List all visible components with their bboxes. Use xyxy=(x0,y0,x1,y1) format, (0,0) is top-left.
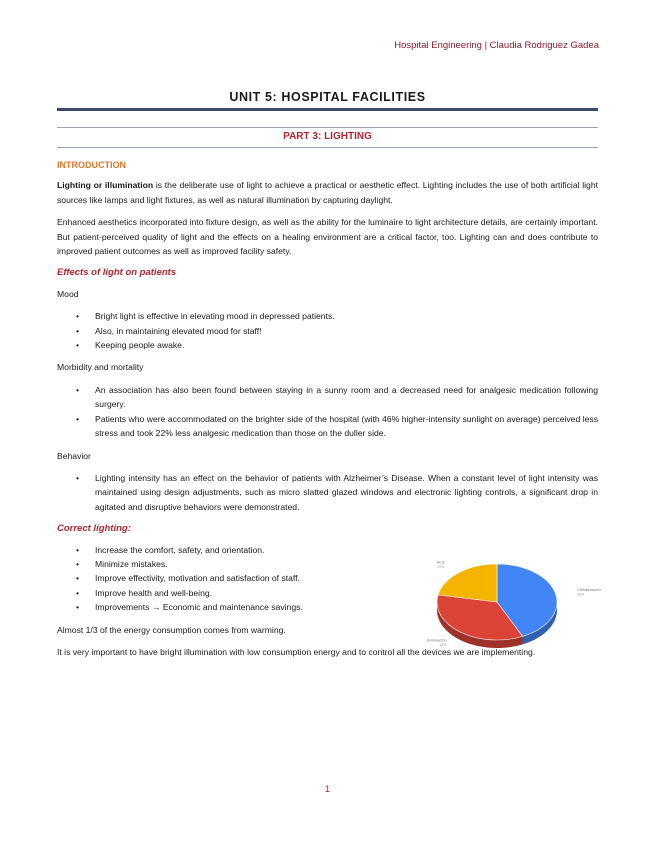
intro-paragraph-2: Enhanced aesthetics incorporated into fixture design, as well as the ability for the luminaire to light architecture details, are certainly important. But patient-perceived quality of light and the effects on a healing environment are a critical factor, too. Lighting can and does contribute to improved patient outcomes as well as improved facility safety. xyxy=(57,217,598,257)
bullet-icon: • xyxy=(76,602,80,613)
list-item-text: An association has also been found between staying in a sunny room and a decreased need for analgesic medication following surgery. xyxy=(95,384,598,410)
list-item xyxy=(76,383,598,412)
pie-label-iluminación: Iluminación xyxy=(426,637,447,643)
page-number: 1 xyxy=(324,784,331,795)
running-header: Hospital Engineering | Claudia Rodriguez Gadea xyxy=(394,40,599,51)
list-item-text: Minimize mistakes. xyxy=(95,558,168,569)
pie-label-acs: ACS xyxy=(436,559,445,565)
energy-paragraph: Almost 1/3 of the energy consumption comes from warming. xyxy=(57,624,286,635)
closing-paragraph: It is very important to have bright illumination with low consumption energy and to control all the devices we are implementing. xyxy=(57,646,536,657)
mood-list xyxy=(57,309,598,352)
list-item-text: Improve effectivity, motivation and satisfaction of staff. xyxy=(95,573,300,584)
pie-value-climatización: 43% xyxy=(577,592,585,597)
bullet-icon: • xyxy=(76,544,80,555)
correct-lighting-heading: Correct lighting: xyxy=(57,523,131,535)
energy-pie-chart xyxy=(390,558,610,668)
bullet-icon: • xyxy=(76,472,80,483)
part-title: PART 3: LIGHTING xyxy=(283,131,372,142)
pie-value-iluminación: 35% xyxy=(439,643,447,647)
list-item-text: Also, in maintaining elevated mood for staff! xyxy=(95,325,262,336)
introduction-heading: INTRODUCTION xyxy=(57,160,126,170)
list-item-text: Improvements → Economic and maintenance savings. xyxy=(95,602,303,613)
unit-title: UNIT 5: HOSPITAL FACILITIES xyxy=(229,90,426,104)
intro-term: Lighting or illumination xyxy=(57,180,154,191)
bullet-icon: • xyxy=(76,558,80,569)
list-item xyxy=(76,586,395,600)
list-item-text: Patients who were accommodated on the brighter side of the hospital (with 46% higher-intensity sunlight on average) perceived less stress and took 22% less analgesic medication than those on the duller side. xyxy=(95,413,598,439)
pie-value-acs: 22% xyxy=(437,565,445,569)
title-rule xyxy=(57,108,598,111)
list-item-text: Improve health and well-being. xyxy=(95,587,213,598)
bullet-icon: • xyxy=(76,573,80,584)
bullet-icon: • xyxy=(76,325,80,336)
list-item xyxy=(76,309,598,323)
list-item xyxy=(76,324,598,338)
part-rule-top xyxy=(57,127,598,128)
list-item xyxy=(76,571,395,585)
list-item-text: Bright light is effective in elevating mood in depressed patients. xyxy=(95,311,335,322)
bullet-icon: • xyxy=(76,413,80,424)
intro-paragraph-1 xyxy=(57,178,598,207)
list-item-text: Increase the comfort, safety, and orientation. xyxy=(95,544,265,555)
bullet-icon: • xyxy=(76,311,80,322)
behavior-label: Behavior xyxy=(57,450,91,461)
list-item xyxy=(76,338,598,352)
intro-definition: is the deliberate use of light to achieve a practical or aesthetic effect. Lighting includes the use of both artificial light sources like lamps and light fixtures, as well as natural illumination by capturing daylight. xyxy=(57,180,598,205)
list-item-text: Keeping people awake. xyxy=(95,340,185,351)
bullet-icon: • xyxy=(76,340,80,351)
mood-label: Mood xyxy=(57,288,79,299)
part-rule-bottom xyxy=(57,147,598,148)
effects-heading: Effects of light on patients xyxy=(57,267,177,279)
bullet-icon: • xyxy=(76,384,80,395)
behavior-list xyxy=(57,471,598,514)
list-item-text: Lighting intensity has an effect on the behavior of patients with Alzheimer’s Disease. When a constant level of light intensity was maintained using design adjustments, such as micro slatted glazed windows and electronic lighting controls, a significant drop in agitated and disruptive behaviors were demonstrated. xyxy=(95,472,598,512)
list-item xyxy=(76,557,395,571)
morbidity-list xyxy=(57,383,598,441)
bullet-icon: • xyxy=(76,587,80,598)
morbidity-label: Morbidity and mortality xyxy=(57,362,144,373)
list-item xyxy=(76,412,598,441)
list-item xyxy=(76,600,395,614)
correct-lighting-list xyxy=(57,543,395,615)
list-item xyxy=(76,471,598,514)
list-item xyxy=(76,543,395,557)
pie-label-climatización: Climatización xyxy=(577,587,601,593)
